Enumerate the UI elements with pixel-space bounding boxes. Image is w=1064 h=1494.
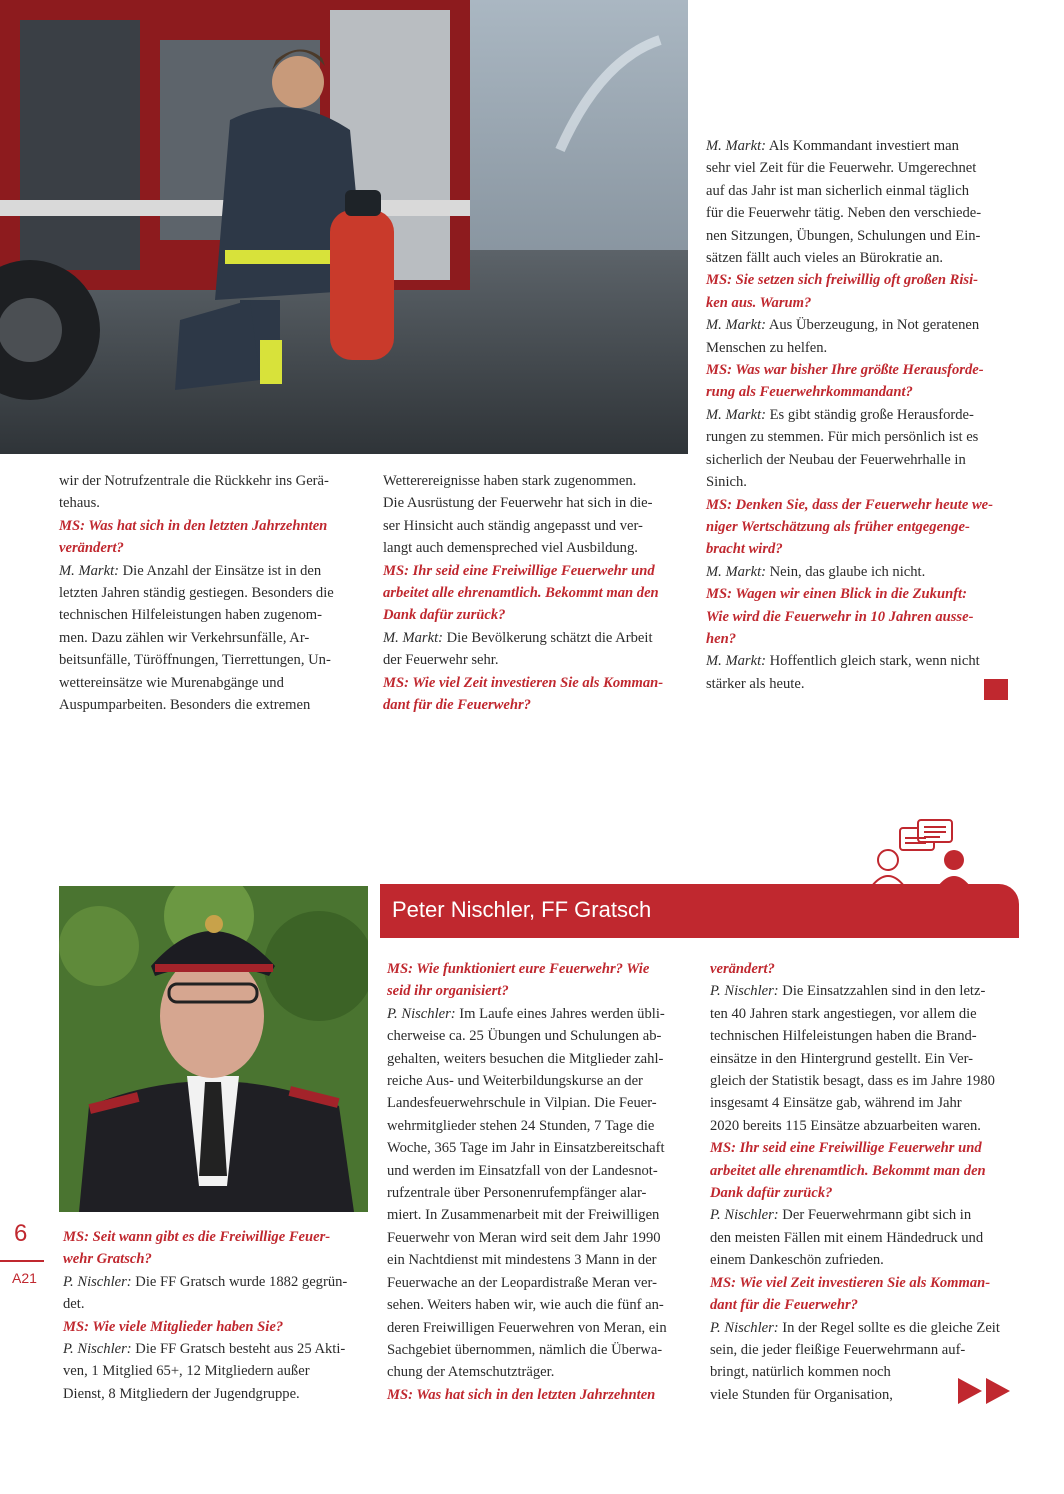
body-text-line: insgesamt 4 Einsätze gab, während im Jahr (710, 1095, 962, 1112)
answer-text: Die FF Gratsch besteht aus 25 Akti- (131, 1341, 346, 1358)
interview-answer-line (710, 1204, 1015, 1226)
page-number-rule (0, 1260, 44, 1262)
body-text-line: Landesfeuerwehrschule in Vilpian. Die Feuer- (387, 1095, 657, 1112)
body-text-line: cherweise ca. 25 Übungen und Schulungen ab- (387, 1028, 662, 1045)
body-text-line: Feuerwehr von Meran wird seit dem Jahr 1990 (387, 1229, 661, 1246)
interview-question-line: ken aus. Warum? (706, 294, 812, 311)
body-text-line: deren Freiwilligen Feuerwehren von Meran, ein (387, 1319, 667, 1336)
column-4 (63, 1226, 368, 1405)
answer-text: Aus Überzeugung, in Not geratenen (765, 317, 980, 334)
body-text-line: men. Dazu zählen wir Verkehrsunfälle, Ar- (59, 629, 310, 646)
answer-text: Die Anzahl der Einsätze ist in den (118, 562, 322, 579)
body-text-line: Sinich. (706, 474, 747, 491)
body-text-line: einsätze in den Hintergrund gestellt. Ein Ver- (710, 1050, 973, 1067)
interview-question-line: verändert? (710, 961, 775, 977)
body-text-line: gehalten, weiters besuchen die Mitglieder zahl- (387, 1050, 664, 1067)
interview-question-line: MS: Wie viele Mitglieder haben Sie? (63, 1318, 284, 1335)
interview-question-line: MS: Was hat sich in den letzten Jahrzehnten (387, 1386, 656, 1403)
body-text-line: nen Sitzungen, Übungen, Schulungen und Ein- (706, 227, 981, 244)
firefighter-photo (0, 0, 688, 454)
interview-question-line: MS: Seit wann gibt es die Freiwillige Feuer- (63, 1229, 331, 1245)
interview-question-line: MS: Sie setzen sich freiwillig oft großen Risi- (706, 272, 979, 289)
interview-answer-line (387, 1003, 692, 1025)
interview-question-line: MS: Wie funktioniert eure Feuerwehr? Wie (387, 961, 650, 977)
body-text-line: det. (63, 1296, 85, 1313)
body-text-line: Dienst, 8 Mitgliedern der Jugendgruppe. (63, 1385, 300, 1402)
answer-text: Als Kommandant investiert man (765, 138, 959, 154)
interview-answer-line (706, 561, 1011, 583)
body-text-line: sicherlich der Neubau der Feuerwehrhalle in (706, 451, 966, 468)
body-text-line: rufzentrale über Personenrufempfänger alar- (387, 1185, 647, 1202)
body-text-line: viele Stunden für Organisation, (710, 1386, 893, 1403)
body-text-line: Sachgebiet übernommen, nämlich die Überwa- (387, 1341, 663, 1358)
interview-question-line: arbeitet alle ehrenamtlich. Bekommt man den (710, 1162, 986, 1179)
column-2 (383, 470, 683, 716)
speaker-name: P. Nischler: (63, 1341, 132, 1358)
body-text-line: einem Dankeschön zufrieden. (710, 1252, 884, 1269)
interview-question-line: bracht wird? (706, 541, 783, 558)
body-text-line: letzten Jahren ständig gestiegen. Besonders die (59, 585, 334, 602)
interview-question-line: MS: Wie viel Zeit investieren Sie als Komman- (383, 674, 664, 691)
body-text-line: ten 40 Jahren stark angestiegen, vor allem die (710, 1005, 977, 1022)
speaker-name: P. Nischler: (710, 983, 779, 1000)
body-text-line: reiche Aus- und Weiterbildungskurse an der (387, 1073, 643, 1090)
column-5 (387, 958, 692, 1406)
interview-question-line: wehr Gratsch? (63, 1251, 152, 1268)
interview-answer-line (63, 1271, 368, 1293)
body-text-line: Die Ausrüstung der Feuerwehr hat sich in die- (383, 495, 653, 512)
interview-question-line: dant für die Feuerwehr? (710, 1297, 858, 1314)
section-header (380, 884, 1019, 938)
interview-question-line: Wie wird die Feuerwehr in 10 Jahren ausse- (706, 608, 974, 625)
forward-arrows-icon[interactable] (958, 1378, 1010, 1404)
body-text-line: Feuerwache an der Leopardistraße Meran ver- (387, 1274, 657, 1291)
body-text-line: sätzen fällt auch vieles an Bürokratie an. (706, 250, 944, 267)
interview-answer-line (710, 1317, 1015, 1339)
body-text-line: Menschen zu helfen. (706, 339, 828, 356)
speaker-name: P. Nischler: (63, 1273, 132, 1290)
body-text-line: rungen zu stemmen. Für mich persönlich ist es (706, 429, 979, 446)
speaker-name: M. Markt: (706, 653, 766, 670)
body-text-line: technischen Hilfeleistungen haben zugenom- (59, 607, 323, 624)
interview-question-line: MS: Was hat sich in den letzten Jahrzehnten (59, 517, 328, 534)
speaker-name: P. Nischler: (710, 1319, 779, 1336)
interview-question-line: hen? (706, 630, 737, 647)
interview-question-line: rung als Feuerwehrkommandant? (706, 384, 913, 401)
body-text-line: sein, die jeder fleißige Feuerwehrmann auf- (710, 1341, 966, 1358)
body-text-line: sehr viel Zeit für die Feuerwehr. Umgerechnet (706, 160, 977, 177)
body-text-line: der Feuerwehr sehr. (383, 652, 499, 669)
interview-answer-line (706, 314, 1011, 336)
body-text-line: sehen. Weiters haben wir, wie auch die fünf an- (387, 1297, 664, 1314)
answer-text: Hoffentlich gleich stark, wenn nicht (765, 653, 980, 670)
answer-text: Die Bevölkerung schätzt die Arbeit (442, 629, 653, 646)
page-code: A21 (12, 1270, 37, 1286)
column-6 (710, 958, 1015, 1406)
interview-question-line: MS: Wie viel Zeit investieren Sie als Komman- (710, 1274, 991, 1291)
portrait-illustration (59, 886, 368, 1212)
body-text-line: für die Feuerwehr tätig. Neben den verschiede- (706, 205, 982, 222)
body-text-line: bringt, natürlich kommen noch (710, 1364, 891, 1381)
firefighter-illustration (0, 0, 688, 454)
body-text-line: ein Nachtdienst mit mindestens 3 Mann in der (387, 1252, 657, 1269)
body-text-line: stärker als heute. (706, 675, 805, 692)
answer-text: In der Regel sollte es die gleiche Zeit (778, 1319, 1000, 1336)
interview-question-line: MS: Ihr seid eine Freiwillige Feuerwehr und (710, 1140, 982, 1157)
body-text-line: beitsunfälle, Türöffnungen, Tierrettungen, Un- (59, 652, 331, 669)
speaker-name: M. Markt: (706, 138, 766, 154)
answer-text: Die Einsatzzahlen sind in den letz- (778, 983, 986, 1000)
body-text-line: Wetterereignisse haben stark zugenommen. (383, 473, 637, 489)
body-text-line: 2020 bereits 115 Einsätze abzuarbeiten waren. (710, 1117, 981, 1134)
interview-answer-line (59, 560, 359, 582)
body-text-line: auf das Jahr ist man sicherlich einmal täglich (706, 182, 970, 199)
body-text-line: Woche, 365 Tage im Jahr in Einsatzbereitschaft (387, 1140, 665, 1157)
page-number: 6 (14, 1220, 28, 1247)
interview-answer-line (706, 650, 1011, 672)
interview-question-line: Dank dafür zurück? (710, 1185, 833, 1202)
body-text-line: tehaus. (59, 495, 100, 512)
body-text-line: den meisten Fällen mit einem Händedruck und (710, 1229, 984, 1246)
interview-question-line: MS: Ihr seid eine Freiwillige Feuerwehr und (383, 562, 655, 579)
interview-question-line: arbeitet alle ehrenamtlich. Bekommt man den (383, 585, 659, 602)
body-text-line: miert. In Zusammenarbeit mit der Freiwilligen (387, 1207, 660, 1224)
chat-bubbles-icon (868, 818, 978, 886)
body-text-line: langt auch demenspreched viel Ausbildung. (383, 540, 638, 557)
answer-text: Der Feuerwehrmann gibt sich in (778, 1207, 972, 1224)
interview-question-line: niger Wertschätzung als früher entgegenge- (706, 518, 970, 535)
body-text-line: gleich der Statistik besagt, dass es im Jahre 1980 (710, 1073, 995, 1090)
answer-text: Es gibt ständig große Herausforde- (765, 406, 974, 423)
body-text-line: ven, 1 Mitglied 65+, 12 Mitgliedern außer (63, 1363, 310, 1380)
body-text-line: ser Hinsicht auch ständig angepasst und ver- (383, 517, 643, 534)
answer-text: Im Laufe eines Jahres werden übli- (455, 1005, 665, 1022)
body-text-line: wettereinsätze wie Murenabgänge und (59, 674, 284, 691)
body-text-line: und werden im Einsatzfall von der Landesnot- (387, 1162, 658, 1179)
interview-answer-line (706, 135, 1011, 157)
interview-question-line: MS: Wagen wir einen Blick in die Zukunft: (706, 586, 967, 603)
interview-question-line: seid ihr organisiert? (387, 983, 509, 1000)
speaker-name: M. Markt: (706, 317, 766, 334)
interview-question-line: MS: Was war bisher Ihre größte Herausforde- (706, 362, 984, 379)
body-text-line: chung der Atemschutzträger. (387, 1364, 555, 1381)
interview-answer-line (706, 404, 1011, 426)
end-mark-icon (984, 679, 1008, 700)
body-text-line: wir der Notrufzentrale die Rückkehr ins Gerä- (59, 473, 329, 489)
speaker-name: M. Markt: (59, 562, 119, 579)
answer-text: Die FF Gratsch wurde 1882 gegrün- (131, 1273, 348, 1290)
interview-answer-line (710, 980, 1015, 1002)
speaker-name: P. Nischler: (387, 1005, 456, 1022)
body-text-line: technischen Hilfeleistungen haben die Brand- (710, 1028, 977, 1045)
body-text-line: Auspumparbeiten. Besonders die extremen (59, 697, 311, 714)
body-text-line: wehrmitglieder stehen 24 Stunden, 7 Tage die (387, 1117, 655, 1134)
section-title: Peter Nischler, FF Gratsch (392, 897, 652, 922)
answer-text: Nein, das glaube ich nicht. (765, 563, 926, 580)
speaker-name: P. Nischler: (710, 1207, 779, 1224)
column-1 (59, 470, 359, 716)
header-underline (856, 936, 1019, 938)
interview-question-line: Dank dafür zurück? (383, 607, 506, 624)
speaker-name: M. Markt: (706, 563, 766, 580)
interview-answer-line (383, 627, 683, 649)
interview-answer-line (63, 1338, 368, 1360)
speaker-name: M. Markt: (706, 406, 766, 423)
interview-question-line: MS: Denken Sie, dass der Feuerwehr heute we- (706, 496, 994, 513)
speaker-name: M. Markt: (383, 629, 443, 646)
column-3 (706, 135, 1011, 695)
portrait-photo (59, 886, 368, 1212)
interview-question-line: verändert? (59, 540, 124, 557)
interview-question-line: dant für die Feuerwehr? (383, 697, 531, 714)
